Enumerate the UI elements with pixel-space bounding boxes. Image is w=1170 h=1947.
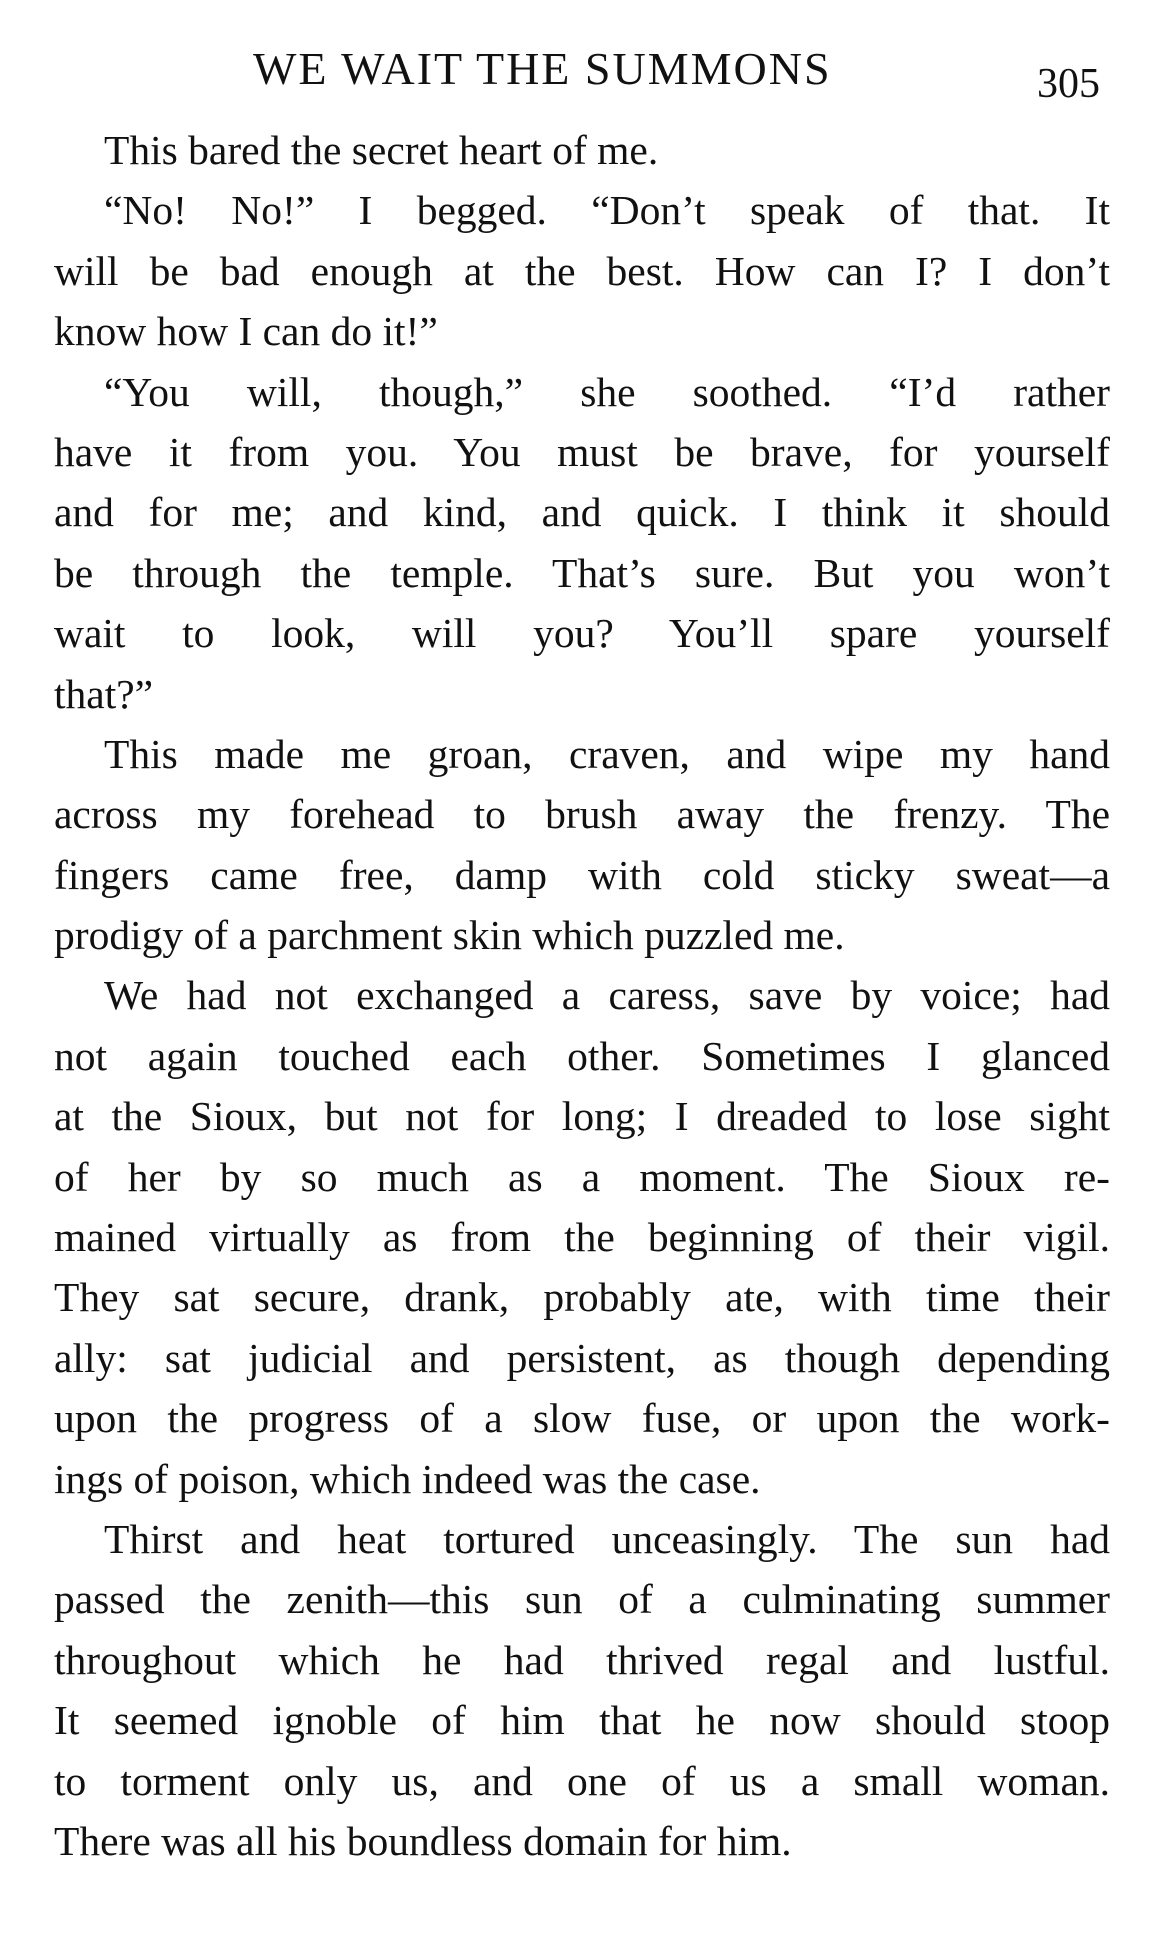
text-line: to torment only us, and one of us a small woman.	[54, 1757, 1110, 1804]
text-line: throughout which he had thrived regal and lustful.	[54, 1636, 1110, 1683]
text-line: upon the progress of a slow fuse, or upon the work-	[54, 1395, 1110, 1442]
text-line: will be bad enough at the best. How can I? I don’t	[54, 247, 1110, 294]
text-line: We had not exchanged a caress, save by voice; had	[104, 972, 1110, 1019]
text-line: There was all his boundless domain for him.	[54, 1817, 792, 1864]
text-line: This made me groan, craven, and wipe my hand	[104, 730, 1110, 777]
running-head: WE WAIT THE SUMMONS	[253, 43, 832, 94]
text-line: know how I can do it!”	[54, 308, 438, 355]
text-line: across my forehead to brush away the frenzy. The	[54, 791, 1110, 838]
text-line: have it from you. You must be brave, for yourself	[54, 428, 1110, 475]
text-line: that?”	[54, 670, 154, 717]
text-line: fingers came free, damp with cold sticky sweat—a	[54, 851, 1110, 898]
text-line: at the Sioux, but not for long; I dreaded to lose sight	[54, 1093, 1110, 1140]
text-line: wait to look, will you? You’ll spare yourself	[54, 610, 1110, 657]
page-number: 305	[1037, 61, 1100, 107]
text-line: mained virtually as from the beginning of their vigil.	[54, 1214, 1110, 1261]
text-line: This bared the secret heart of me.	[104, 127, 659, 173]
text-line: and for me; and kind, and quick. I think it should	[54, 489, 1110, 536]
text-line: “You will, though,” she soothed. “I’d rather	[104, 368, 1110, 415]
text-line: be through the temple. That’s sure. But you won’t	[54, 549, 1110, 596]
body-text	[54, 120, 1110, 1871]
text-line: They sat secure, drank, probably ate, with time their	[54, 1274, 1110, 1321]
text-line: Thirst and heat tortured unceasingly. The sun had	[104, 1515, 1110, 1562]
text-line: not again touched each other. Sometimes I glanced	[54, 1032, 1110, 1079]
text-line: “No! No!” I begged. “Don’t speak of that. It	[104, 187, 1110, 234]
text-line: prodigy of a parchment skin which puzzled me.	[54, 912, 845, 959]
text-line: ings of poison, which indeed was the case.	[54, 1455, 761, 1502]
text-line: passed the zenith—this sun of a culminating summer	[54, 1576, 1110, 1623]
text-line: It seemed ignoble of him that he now should stoop	[54, 1697, 1110, 1744]
text-line: of her by so much as a moment. The Sioux re-	[54, 1153, 1110, 1200]
text-line: ally: sat judicial and persistent, as though depending	[54, 1334, 1110, 1381]
